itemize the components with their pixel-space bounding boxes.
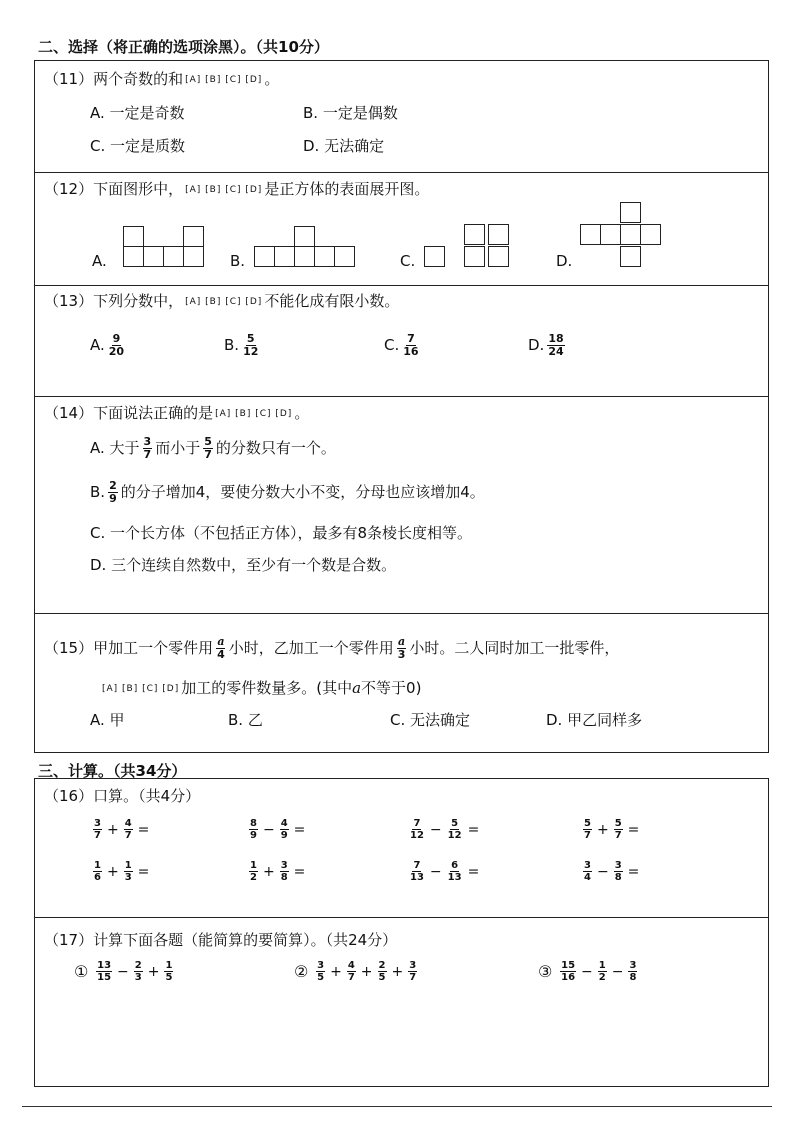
fraction (249, 860, 258, 883)
q11-option-d: D. 无法确定 (303, 137, 385, 155)
numerator: 4 (280, 818, 288, 829)
q17-problem-3 (538, 960, 640, 983)
answer-bubbles[interactable]: [A] [B] [C] [D] (215, 408, 293, 419)
fraction (378, 960, 387, 983)
fraction (93, 860, 102, 883)
q15-text-1: （15）甲加工一个零件用 (44, 639, 214, 657)
equals-sign: = (293, 863, 306, 880)
question-15-stem-line2 (100, 677, 421, 698)
operator: − (581, 963, 593, 980)
fraction (347, 960, 356, 983)
q15-text-4: 加工的零件数量多。(其中 (181, 679, 353, 697)
denominator: 4 (584, 872, 591, 883)
numerator: 5 (246, 332, 255, 345)
denominator: 16 (403, 345, 419, 358)
operator: + (106, 821, 119, 838)
fraction (402, 333, 419, 358)
denominator: 5 (165, 972, 173, 983)
denominator: 8 (614, 872, 622, 883)
numerator: 2 (378, 960, 386, 971)
fraction (583, 818, 592, 841)
operator: − (429, 821, 442, 838)
denominator: 2 (250, 872, 257, 883)
mental-math-item (90, 860, 151, 883)
equals-sign: = (293, 821, 306, 838)
numerator: 1 (165, 960, 173, 971)
numerator: 13 (97, 960, 112, 971)
denominator: 7 (347, 972, 355, 983)
denominator: 5 (317, 972, 325, 983)
q14-option-d: D. 三个连续自然数中，至少有一个数是合数。 (90, 556, 397, 574)
denominator: 7 (143, 448, 152, 461)
question-12-suffix: 是正方体的表面展开图。 (264, 180, 430, 198)
numerator: 5 (614, 818, 622, 829)
q11-option-a: A. 一定是奇数 (90, 104, 185, 122)
question-14-stem (44, 402, 309, 423)
fraction (134, 960, 143, 983)
question-12-text: （12）下面图形中， (44, 180, 184, 198)
fraction (93, 818, 102, 841)
question-11-stem (44, 68, 279, 89)
fraction (408, 960, 417, 983)
denominator: 9 (280, 830, 288, 841)
operator: + (262, 863, 275, 880)
fraction (447, 860, 463, 883)
question-16-title: （16）口算。（共4分） (44, 787, 201, 805)
problem-marker: ① (74, 962, 89, 981)
operator: − (117, 963, 129, 980)
q17-problem-1 (74, 960, 176, 983)
answer-bubbles[interactable]: [A] [B] [C] [D] (102, 683, 180, 694)
section-3-title: 三、计算。（共34分） (38, 762, 187, 780)
q13-option-a (90, 333, 128, 358)
denominator: 3 (397, 648, 406, 661)
q13-label-b: B. (224, 336, 240, 354)
numerator: 8 (250, 818, 257, 829)
denominator: 12 (447, 830, 462, 841)
fraction (409, 818, 425, 841)
q14-option-c: C. 一个长方体（不包括正方体），最多有8条棱长度相等。 (90, 524, 473, 542)
numerator: 2 (109, 479, 117, 492)
fraction (547, 333, 564, 358)
question-12-stem (44, 178, 429, 199)
question-14-box (34, 396, 769, 614)
numerator: 7 (407, 332, 415, 345)
fraction (96, 960, 112, 983)
denominator: 9 (250, 830, 257, 841)
section-2-title: 二、选择（将正确的选项涂黑）。（共10分） (38, 38, 329, 56)
denominator: 7 (584, 830, 591, 841)
q15-option-d: D. 甲乙同样多 (546, 711, 643, 729)
q12-label-b: B. (230, 252, 246, 270)
q13-option-b (224, 333, 262, 358)
fraction (124, 818, 133, 841)
denominator: 3 (124, 872, 132, 883)
numerator: 6 (451, 860, 459, 871)
operator: + (391, 963, 404, 980)
equals-sign: = (137, 863, 150, 880)
numerator: 3 (614, 860, 622, 871)
mental-math-item (246, 818, 307, 841)
numerator: a (217, 635, 225, 648)
q15-variable: a (352, 679, 362, 697)
fraction (316, 960, 325, 983)
denominator: 20 (108, 345, 125, 358)
mental-math-item (580, 860, 641, 883)
question-11-text: （11）两个奇数的和 (44, 70, 184, 88)
operator: + (360, 963, 373, 980)
numerator: 3 (143, 435, 152, 448)
q14-b-text: 的分子增加4，要使分数大小不变，分母也应该增加4。 (120, 483, 485, 501)
numerator: 3 (584, 860, 591, 871)
numerator: a (398, 635, 406, 648)
q14-a-text-2: 而小于 (155, 439, 201, 457)
q12-label-d: D. (556, 252, 573, 270)
equals-sign: = (137, 821, 150, 838)
numerator: 7 (413, 818, 421, 829)
fraction (108, 333, 125, 358)
operator: − (429, 863, 442, 880)
numerator: 4 (124, 818, 132, 829)
denominator: 13 (447, 872, 462, 883)
numerator: 2 (134, 960, 142, 971)
problem-marker: ② (294, 962, 309, 981)
numerator: 3 (409, 960, 417, 971)
question-17-title: （17）计算下面各题（能简算的要简算）。（共24分） (44, 931, 398, 949)
denominator: 6 (94, 872, 101, 883)
q14-option-a (90, 436, 336, 461)
numerator: 3 (629, 960, 637, 971)
numerator: 3 (94, 818, 101, 829)
equals-sign: = (467, 863, 480, 880)
q15-option-b: B. 乙 (228, 711, 263, 729)
numerator: 3 (317, 960, 325, 971)
footer-divider (22, 1106, 772, 1107)
numerator: 1 (598, 960, 606, 971)
denominator: 4 (217, 648, 225, 661)
numerator: 4 (347, 960, 355, 971)
denominator: 7 (124, 830, 132, 841)
answer-bubbles[interactable]: [A] [B] [C] [D] (185, 74, 263, 85)
answer-bubbles[interactable]: [A] [B] [C] [D] (185, 184, 263, 195)
mental-math-item (90, 818, 151, 841)
numerator: 3 (280, 860, 288, 871)
q13-option-d (528, 333, 568, 358)
mental-math-item (580, 818, 641, 841)
denominator: 3 (134, 972, 142, 983)
fraction (242, 333, 259, 358)
denominator: 8 (629, 972, 637, 983)
q13-label-a: A. (90, 336, 105, 354)
q13-label-d: D. (528, 336, 545, 354)
fraction (280, 818, 289, 841)
fraction (560, 960, 576, 983)
denominator: 13 (410, 872, 424, 883)
operator: + (596, 821, 609, 838)
mental-math-item (406, 818, 481, 841)
numerator: 9 (112, 332, 121, 345)
fraction (628, 960, 637, 983)
operator: + (106, 863, 119, 880)
q15-option-c: C. 无法确定 (390, 711, 471, 729)
fraction (216, 636, 226, 661)
question-13-suffix: 不能化成有限小数。 (264, 292, 400, 310)
q15-text-5: 不等于0) (361, 679, 422, 697)
numerator: 7 (413, 860, 421, 871)
fraction (164, 960, 173, 983)
numerator: 5 (584, 818, 591, 829)
q12-label-c: C. (400, 252, 416, 270)
operator: + (330, 963, 342, 980)
fraction (249, 818, 258, 841)
fraction (124, 860, 133, 883)
q11-option-b: B. 一定是偶数 (303, 104, 398, 122)
mental-math-item (246, 860, 307, 883)
q15-option-a: A. 甲 (90, 711, 125, 729)
equals-sign: = (627, 821, 640, 838)
fraction (203, 436, 213, 461)
denominator: 5 (378, 972, 386, 983)
q11-option-c: C. 一定是质数 (90, 137, 186, 155)
fraction (143, 436, 153, 461)
question-13-stem (44, 290, 399, 311)
q15-text-2: 小时，乙加工一个零件用 (228, 639, 394, 657)
problem-marker: ③ (538, 962, 553, 981)
numerator: 5 (204, 435, 212, 448)
denominator: 24 (548, 345, 564, 358)
fraction (280, 860, 289, 883)
q14-b-label: B. (90, 483, 106, 501)
denominator: 7 (409, 972, 417, 983)
equals-sign: = (627, 863, 640, 880)
question-14-suffix: 。 (294, 404, 310, 422)
denominator: 12 (243, 345, 259, 358)
operator: − (262, 821, 275, 838)
fraction (397, 636, 407, 661)
answer-bubbles[interactable]: [A] [B] [C] [D] (185, 296, 263, 307)
operator: − (596, 863, 609, 880)
question-13-text: （13）下列分数中， (44, 292, 184, 310)
fraction (108, 480, 118, 505)
denominator: 16 (561, 972, 576, 983)
numerator: 1 (94, 860, 101, 871)
numerator: 1 (250, 860, 257, 871)
numerator: 1 (124, 860, 132, 871)
denominator: 2 (598, 972, 606, 983)
q17-problem-2 (294, 960, 420, 983)
numerator: 5 (451, 818, 459, 829)
operator: − (611, 963, 624, 980)
q14-a-text-3: 的分数只有一个。 (215, 439, 336, 457)
numerator: 15 (561, 960, 576, 971)
fraction (409, 860, 425, 883)
q13-label-c: C. (384, 336, 400, 354)
fraction (583, 860, 592, 883)
q14-option-b (90, 480, 485, 505)
operator: + (147, 963, 160, 980)
fraction (614, 818, 623, 841)
question-15-stem (44, 636, 619, 661)
q13-option-c (384, 333, 423, 358)
q12-label-a: A. (92, 252, 107, 270)
question-11-suffix: 。 (264, 70, 280, 88)
denominator: 15 (97, 972, 112, 983)
mental-math-item (406, 860, 481, 883)
denominator: 9 (109, 492, 117, 505)
denominator: 7 (614, 830, 622, 841)
fraction (614, 860, 623, 883)
numerator: 18 (548, 332, 564, 345)
denominator: 12 (410, 830, 424, 841)
denominator: 8 (280, 872, 288, 883)
fraction (447, 818, 463, 841)
question-14-text: （14）下面说法正确的是 (44, 404, 214, 422)
q14-a-text-1: A. 大于 (90, 439, 140, 457)
q15-text-3: 小时。二人同时加工一批零件， (409, 639, 620, 657)
denominator: 7 (94, 830, 101, 841)
denominator: 7 (204, 448, 212, 461)
equals-sign: = (467, 821, 480, 838)
fraction (598, 960, 607, 983)
